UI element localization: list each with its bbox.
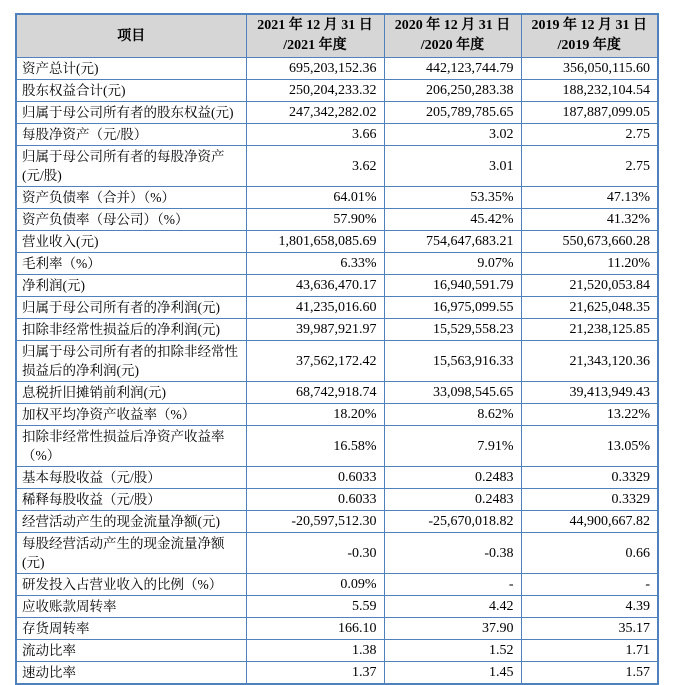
row-value: 4.39: [521, 596, 658, 618]
row-value: -: [384, 574, 521, 596]
header-period-date: 2021 年 12 月 31 日: [257, 18, 373, 33]
table-row: [16, 382, 658, 404]
table-row: [16, 511, 658, 533]
row-value: 1,801,658,085.69: [246, 231, 384, 253]
row-value: 16.58%: [246, 426, 384, 467]
row-label: 资产总计(元): [16, 58, 246, 80]
row-value: 188,232,104.54: [521, 80, 658, 102]
row-value: 41.32%: [521, 209, 658, 231]
row-value: 442,123,744.79: [384, 58, 521, 80]
row-value: 15,563,916.33: [384, 341, 521, 382]
table-row: [16, 297, 658, 319]
row-value: 2.75: [521, 124, 658, 146]
row-label: 归属于母公司所有者的股东权益(元): [16, 102, 246, 124]
row-value: 1.45: [384, 662, 521, 685]
table-row: [16, 253, 658, 275]
table-row: [16, 146, 658, 187]
row-value: 9.07%: [384, 253, 521, 275]
row-value: 18.20%: [246, 404, 384, 426]
row-label: 归属于母公司所有者的净利润(元): [16, 297, 246, 319]
row-value: 13.22%: [521, 404, 658, 426]
row-value: 13.05%: [521, 426, 658, 467]
table-row: [16, 662, 658, 685]
row-value: 45.42%: [384, 209, 521, 231]
header-period-year: /2020 年度: [420, 38, 485, 53]
row-value: 206,250,283.38: [384, 80, 521, 102]
row-value: 0.66: [521, 533, 658, 574]
row-value: 1.52: [384, 640, 521, 662]
row-value: 8.62%: [384, 404, 521, 426]
row-value: 2.75: [521, 146, 658, 187]
row-label: 稀释每股收益（元/股）: [16, 489, 246, 511]
row-value: 356,050,115.60: [521, 58, 658, 80]
row-value: 0.09%: [246, 574, 384, 596]
table-row: [16, 58, 658, 80]
row-value: 15,529,558.23: [384, 319, 521, 341]
row-value: 64.01%: [246, 187, 384, 209]
row-value: 5.59: [246, 596, 384, 618]
row-label: 营业收入(元): [16, 231, 246, 253]
row-label: 经营活动产生的现金流量净额(元): [16, 511, 246, 533]
header-cell-period-2020: [384, 14, 521, 58]
row-value: 6.33%: [246, 253, 384, 275]
row-value: 57.90%: [246, 209, 384, 231]
row-value: 47.13%: [521, 187, 658, 209]
row-value: 39,987,921.97: [246, 319, 384, 341]
row-value: 44,900,667.82: [521, 511, 658, 533]
table-row: [16, 319, 658, 341]
row-value: 0.6033: [246, 467, 384, 489]
row-value: 1.38: [246, 640, 384, 662]
row-value: 0.2483: [384, 489, 521, 511]
row-value: 41,235,016.60: [246, 297, 384, 319]
row-label: 每股净资产（元/股）: [16, 124, 246, 146]
header-cell-period-2021: [246, 14, 384, 58]
row-label: 扣除非经常性损益后净资产收益率（%）: [16, 426, 246, 467]
row-value: 695,203,152.36: [246, 58, 384, 80]
row-value: 3.02: [384, 124, 521, 146]
row-label: 毛利率（%）: [16, 253, 246, 275]
row-value: 16,940,591.79: [384, 275, 521, 297]
row-value: 1.57: [521, 662, 658, 685]
table-row: [16, 209, 658, 231]
row-value: 0.3329: [521, 489, 658, 511]
row-value: 0.6033: [246, 489, 384, 511]
header-period-year: /2021 年度: [283, 38, 347, 53]
row-value: 3.66: [246, 124, 384, 146]
row-value: 250,204,233.32: [246, 80, 384, 102]
row-value: -25,670,018.82: [384, 511, 521, 533]
header-period-year: /2019 年度: [557, 38, 621, 53]
table-body: [16, 58, 658, 685]
row-label: 资产负债率（合并）（%）: [16, 187, 246, 209]
table-row: [16, 618, 658, 640]
header-cell-period-2019: [521, 14, 658, 58]
row-label: 流动比率: [16, 640, 246, 662]
row-label: 扣除非经常性损益后的净利润(元): [16, 319, 246, 341]
row-value: 37.90: [384, 618, 521, 640]
row-value: 11.20%: [521, 253, 658, 275]
row-value: 1.37: [246, 662, 384, 685]
row-value: -0.30: [246, 533, 384, 574]
table-row: [16, 489, 658, 511]
table-row: [16, 341, 658, 382]
table-row: [16, 426, 658, 467]
row-value: 205,789,785.65: [384, 102, 521, 124]
header-period-date: 2020 年 12 月 31 日: [394, 18, 511, 33]
row-value: 53.35%: [384, 187, 521, 209]
row-value: 754,647,683.21: [384, 231, 521, 253]
row-value: 21,238,125.85: [521, 319, 658, 341]
financial-indicators-table: [15, 13, 659, 685]
row-value: 35.17: [521, 618, 658, 640]
row-value: -: [521, 574, 658, 596]
row-value: 1.71: [521, 640, 658, 662]
table-row: [16, 574, 658, 596]
row-value: 166.10: [246, 618, 384, 640]
row-value: 7.91%: [384, 426, 521, 467]
row-value: 21,343,120.36: [521, 341, 658, 382]
table-row: [16, 533, 658, 574]
row-label: 股东权益合计(元): [16, 80, 246, 102]
row-value: 16,975,099.55: [384, 297, 521, 319]
row-label: 存货周转率: [16, 618, 246, 640]
row-label: 研发投入占营业收入的比例（%）: [16, 574, 246, 596]
row-label: 应收账款周转率: [16, 596, 246, 618]
row-label: 息税折旧摊销前利润(元): [16, 382, 246, 404]
row-label: 归属于母公司所有者的扣除非经常性损益后的净利润(元): [16, 341, 246, 382]
row-label: 归属于母公司所有者的每股净资产(元/股): [16, 146, 246, 187]
row-label: 净利润(元): [16, 275, 246, 297]
table-row: [16, 124, 658, 146]
row-label: 每股经营活动产生的现金流量净额(元): [16, 533, 246, 574]
row-value: 33,098,545.65: [384, 382, 521, 404]
table-row: [16, 596, 658, 618]
row-value: 21,625,048.35: [521, 297, 658, 319]
row-value: 0.3329: [521, 467, 658, 489]
row-value: -0.38: [384, 533, 521, 574]
row-value: 247,342,282.02: [246, 102, 384, 124]
row-value: 21,520,053.84: [521, 275, 658, 297]
table-row: [16, 80, 658, 102]
row-value: 3.01: [384, 146, 521, 187]
row-value: 3.62: [246, 146, 384, 187]
header-period-date: 2019 年 12 月 31 日: [531, 18, 647, 33]
row-label: 速动比率: [16, 662, 246, 685]
row-value: 37,562,172.42: [246, 341, 384, 382]
row-value: 187,887,099.05: [521, 102, 658, 124]
row-value: 68,742,918.74: [246, 382, 384, 404]
row-value: 0.2483: [384, 467, 521, 489]
table-row: [16, 467, 658, 489]
header-row: [16, 14, 658, 58]
row-label: 资产负债率（母公司）（%）: [16, 209, 246, 231]
table-row: [16, 231, 658, 253]
table-row: [16, 404, 658, 426]
row-value: -20,597,512.30: [246, 511, 384, 533]
row-value: 550,673,660.28: [521, 231, 658, 253]
table-row: [16, 275, 658, 297]
row-label: 基本每股收益（元/股）: [16, 467, 246, 489]
row-value: 43,636,470.17: [246, 275, 384, 297]
row-label: 加权平均净资产收益率（%）: [16, 404, 246, 426]
row-value: 4.42: [384, 596, 521, 618]
table-row: [16, 640, 658, 662]
row-value: 39,413,949.43: [521, 382, 658, 404]
table-row: [16, 102, 658, 124]
table-row: [16, 187, 658, 209]
header-cell-item: 项目: [16, 14, 246, 58]
